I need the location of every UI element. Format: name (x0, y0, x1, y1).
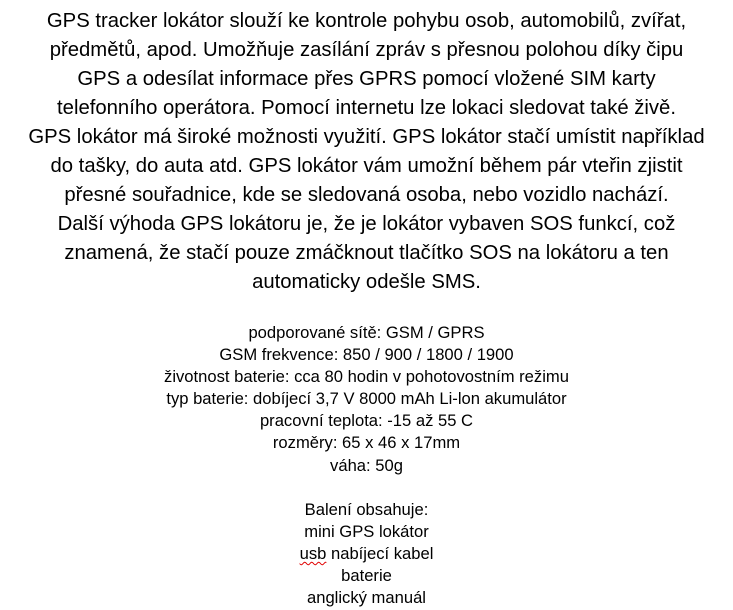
intro-line: automaticky odešle SMS. (252, 271, 481, 293)
package-item-text: nabíjecí kabel (326, 543, 434, 563)
package-item: anglický manuál (307, 588, 426, 608)
spec-temperature: pracovní teplota: -15 až 55 C (259, 411, 474, 431)
spec-battery-life: životnost baterie: cca 80 hodin v pohotovostním režimu (164, 367, 569, 387)
intro-paragraph (0, 7, 733, 297)
spec-weight: váha: 50g (330, 455, 403, 475)
intro-line: znamená, že stačí pouze zmáčknout tlačítko SOS na lokátoru a ten (64, 242, 669, 264)
intro-line: GPS lokátor má široké možnosti využití. GPS lokátor stačí umístit například (28, 126, 705, 148)
intro-line: předmětů, apod. Umožňuje zasílání zpráv s přesnou polohou díky čipu (49, 39, 684, 61)
spec-battery-type: typ baterie: dobíjecí 3,7 V 8000 mAh Li-lon akumulátor (166, 389, 567, 409)
spec-dimensions: rozměry: 65 x 46 x 17mm (272, 433, 461, 453)
intro-line: do tašky, do auta atd. GPS lokátor vám umožní během pár vteřin zjistit (50, 155, 683, 177)
package-title: Balení obsahuje: (304, 499, 429, 519)
intro-line: GPS a odesílat informace přes GPRS pomocí vložené SIM karty (77, 68, 656, 90)
spec-networks: podporované sítě: GSM / GPRS (248, 323, 485, 342)
intro-line: telefonního operátora. Pomocí internetu lze lokaci sledovat také živě. (57, 97, 676, 119)
package-contents (0, 499, 733, 609)
package-item (0, 543, 733, 565)
package-item: mini GPS lokátor (304, 521, 429, 541)
intro-line: přesné souřadnice, kde se sledovaná osoba, nebo vozidlo nachází. (64, 184, 669, 206)
spec-list (0, 322, 733, 477)
intro-line: GPS tracker lokátor slouží ke kontrole pohybu osob, automobilů, zvířat, (46, 10, 687, 32)
package-item: baterie (341, 565, 392, 585)
spec-frequency: GSM frekvence: 850 / 900 / 1800 / 1900 (219, 345, 514, 365)
intro-line: Další výhoda GPS lokátoru je, že je lokátor vybaven SOS funkcí, což (57, 213, 676, 235)
spellcheck-word: usb (299, 543, 327, 563)
